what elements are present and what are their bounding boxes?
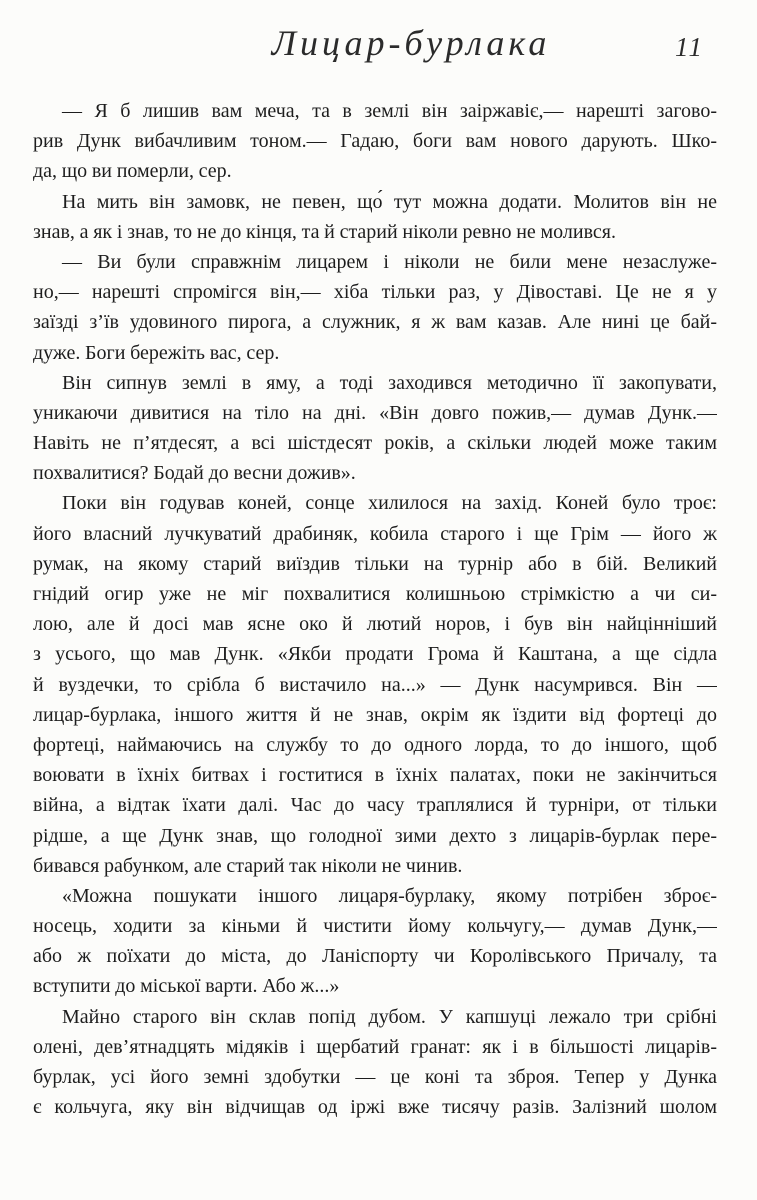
text-line: — Ви були справжнім лицарем і ніколи не били мене незаслуже- — [62, 250, 717, 273]
text-line: лою, але й досі мав ясне око й лютий норов, і був він найцінніший — [33, 613, 717, 636]
text-line: олені, дев’ятнадцять мідяків і щербатий гранат: як і в більшості лицарів- — [33, 1035, 717, 1058]
text-line: рідше, а ще Дунк знав, що голодної зими дехто з лицарів-бурлак пере- — [33, 824, 717, 847]
text-line: фортеці, наймаючись на службу то до одного лорда, то до іншого, щоб — [33, 733, 717, 756]
chapter-title: Лицар-бурлака — [271, 23, 551, 63]
text-line: — Я б лишив вам меча, та в землі він заіржавіє,— нарешті загово- — [62, 100, 717, 122]
text-line: й вуздечки, то срібла б вистачило на...» — Дунк насумрився. Він — — [33, 673, 717, 696]
text-line: гнідий огир уже не міг похвалитися колишньою стрімкістю а чи си- — [33, 583, 717, 605]
text-line: його власний лучкуватий драбиняк, кобила старого і ще Грім — його ж — [33, 522, 717, 545]
text-line: є кольчуга, яку він відчищав од іржі вже тисячу разів. Залізний шолом — [33, 1096, 717, 1119]
text-line: війна, а відтак їхати далі. Час до часу траплялися й турніри, от тільки — [33, 794, 717, 817]
paragraph — [33, 247, 717, 368]
text-line: лицар-бурлака, іншого життя й не знав, окрім як їздити від фортеці до — [33, 703, 717, 726]
text-line: да, що ви померли, сер. — [33, 160, 232, 183]
page-header — [33, 20, 717, 70]
text-line: Поки він годував коней, сонце хилилося на захід. Коней було троє: — [62, 492, 717, 515]
text-line: бурлак, усі його земні здобутки — це коні та зброя. Тепер у Дунка — [33, 1066, 717, 1088]
text-line: носець, ходити за кіньми й чистити йому кольчугу,— думав Дунк,— — [33, 915, 717, 938]
paragraph — [33, 881, 717, 1002]
text-line: вступити до міської варти. Або ж...» — [33, 975, 340, 998]
paragraph — [33, 488, 717, 880]
text-line: знав, а як і знав, то не до кінця, та й старий ніколи ревно не молився. — [33, 220, 616, 243]
body-text — [33, 96, 717, 1122]
paragraph — [33, 368, 717, 489]
text-line: рив Дунк вибачливим тоном.— Гадаю, боги вам нового дарують. Шко- — [33, 130, 717, 153]
paragraph — [33, 187, 717, 247]
text-line: «Можна пошукати іншого лицаря-бурлаку, якому потрібен зброє- — [62, 884, 717, 907]
text-line: або ж поїхати до міста, до Ланіспорту чи Королівського Причалу, та — [33, 945, 717, 968]
text-line: бивався рабунком, але старий так ніколи не чинив. — [33, 854, 463, 877]
text-line: румак, на якому старий виїздив тільки на турнір або в бій. Великий — [33, 552, 717, 575]
text-line: но,— нарешті спромігся він,— хіба тільки раз, у Дівоставі. Це не я у — [33, 281, 717, 304]
text-line: дуже. Боги бережіть вас, сер. — [33, 341, 280, 364]
text-line: Він сипнув землі в яму, а тоді заходився методично її закопувати, — [62, 371, 717, 394]
page-number: 11 — [675, 32, 704, 62]
text-line: з усього, що мав Дунк. «Якби продати Грома й Каштана, а ще сідла — [33, 643, 717, 666]
text-line: Навіть не п’ятдесят, а всі шістдесят років, а скільки людей може таким — [33, 432, 717, 455]
text-line: уникаючи дивитися на тіло на дні. «Він довго пожив,— думав Дунк.— — [33, 401, 717, 424]
text-line: заїзді з’їв удовиного пирога, а служник, я ж вам казав. Але нині це бай- — [33, 311, 717, 334]
paragraph — [33, 1002, 717, 1123]
paragraph — [33, 96, 717, 187]
text-line: Майно старого він склав попід дубом. У капшуці лежало три срібні — [62, 1005, 717, 1028]
text-line: похвалитися? Бодай до весни дожив». — [33, 462, 356, 485]
text-line: воювати в їхніх битвах і гоститися в їхніх палатах, поки не закінчиться — [33, 764, 717, 787]
text-line: На мить він замовк, не певен, що́ тут можна додати. Молитов він не — [62, 190, 717, 213]
